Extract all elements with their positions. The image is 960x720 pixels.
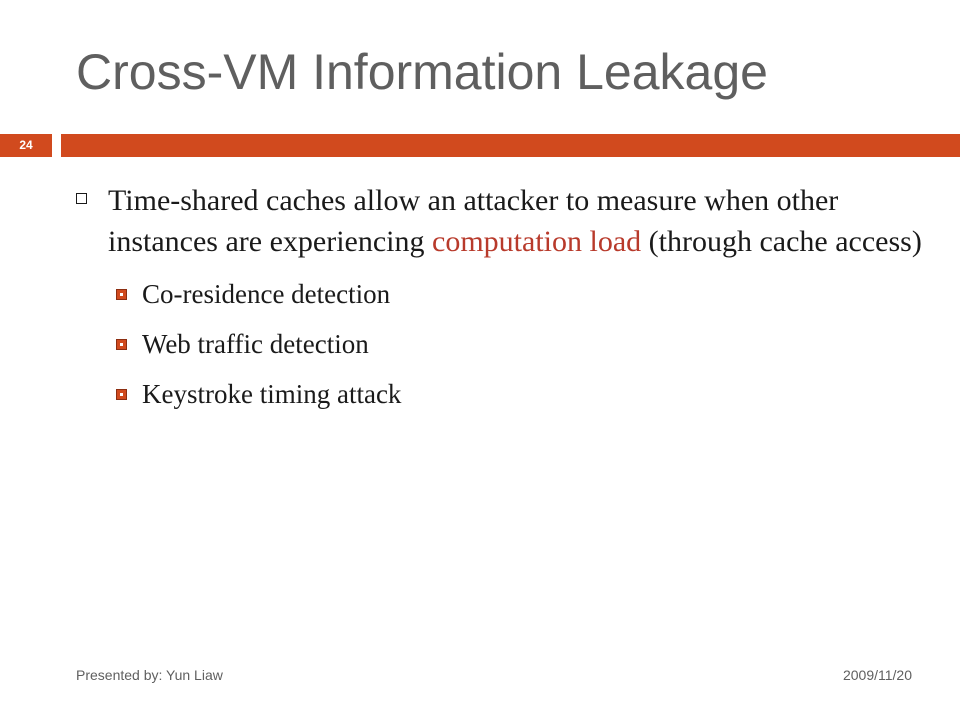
hollow-square-bullet-icon	[76, 180, 108, 204]
main-bullet-text-after: (through cache access)	[641, 225, 922, 258]
sub-bullet-item	[116, 328, 936, 360]
sub-bullet-item	[116, 278, 936, 310]
sub-bullet-item	[116, 378, 936, 410]
slide-title: Cross-VM Information Leakage	[76, 44, 768, 100]
footer-date: 2009/11/20	[842, 667, 912, 683]
main-bullet-text	[108, 180, 936, 262]
filled-square-bullet-icon	[116, 328, 142, 350]
footer-presenter: Presented by: Yun Liaw	[76, 667, 223, 683]
slide-number: 24	[0, 134, 52, 157]
sub-bullet-list	[76, 278, 936, 410]
main-bullet-highlight: computation load	[432, 225, 642, 258]
accent-bar	[61, 134, 960, 157]
sub-bullet-text: Web traffic detection	[142, 329, 369, 359]
filled-square-bullet-icon	[116, 378, 142, 400]
main-bullet	[76, 180, 936, 262]
filled-square-bullet-icon	[116, 278, 142, 300]
slide-content	[76, 180, 936, 428]
sub-bullet-text: Co-residence detection	[142, 279, 391, 309]
sub-bullet-text: Keystroke timing attack	[142, 379, 402, 409]
main-bullet-text-before: Time-shared caches allow an attacker to measure when other instances are experiencing	[108, 184, 839, 258]
